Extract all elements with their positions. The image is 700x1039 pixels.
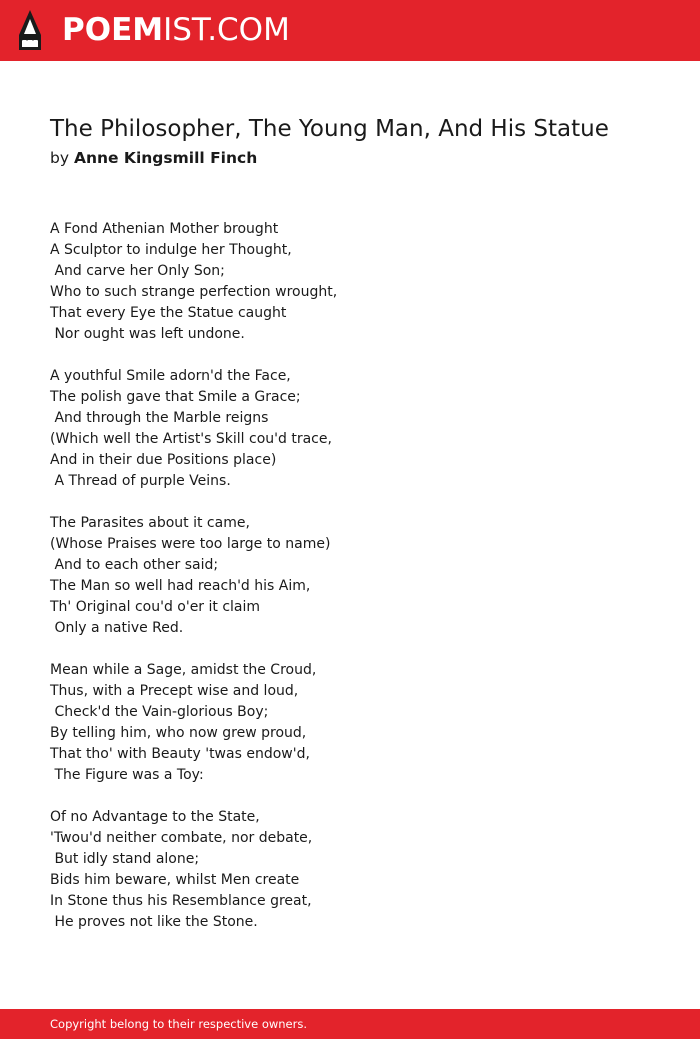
site-header [0, 0, 700, 61]
pencil-tip-icon [17, 9, 43, 51]
poem-stanza [50, 660, 337, 786]
poem-line: A Fond Athenian Mother brought [50, 221, 279, 237]
poem-line: The polish gave that Smile a Grace; [50, 389, 301, 405]
poem-line: A youthful Smile adorn'd the Face, [50, 368, 291, 384]
site-footer [0, 1009, 700, 1039]
poem-line: Who to such strange perfection wrought, [50, 284, 338, 300]
poem-line: And to each other said; [50, 557, 219, 573]
by-label: by [50, 149, 70, 167]
poem-body [50, 219, 337, 954]
poem-title: The Philosopher, The Young Man, And His Statue [50, 116, 609, 142]
poem-line: The Man so well had reach'd his Aim, [50, 578, 311, 594]
poem-line: A Sculptor to indulge her Thought, [50, 242, 292, 258]
poem-line: And carve her Only Son; [50, 263, 225, 279]
poem-line: By telling him, who now grew proud, [50, 725, 307, 741]
poem-line: (Which well the Artist's Skill cou'd trace, [50, 431, 332, 447]
logo-bold-text: POEM [62, 12, 164, 48]
author-name: Anne Kingsmill Finch [73, 149, 258, 167]
poem-line: But idly stand alone; [50, 851, 200, 867]
poem-stanza [50, 219, 337, 345]
poem-stanza [50, 513, 337, 639]
poem-line: And through the Marble reigns [50, 410, 269, 426]
poem-line: A Thread of purple Veins. [50, 473, 231, 489]
poem-line: Only a native Red. [50, 620, 184, 636]
copyright-text: Copyright belong to their respective owners. [50, 1017, 308, 1031]
poem-line: Bids him beware, whilst Men create [50, 872, 300, 888]
poem-line: (Whose Praises were too large to name) [50, 536, 331, 552]
poem-line: Check'd the Vain-glorious Boy; [50, 704, 269, 720]
byline [50, 149, 257, 167]
poem-line: 'Twou'd neither combate, nor debate, [50, 830, 313, 846]
logo-light-text: IST.COM [163, 12, 290, 48]
poem-line: In Stone thus his Resemblance great, [50, 893, 312, 909]
poem-stanza [50, 366, 337, 492]
poem-line: Of no Advantage to the State, [50, 809, 260, 825]
poem-line: The Parasites about it came, [50, 515, 250, 531]
poem-line: Thus, with a Precept wise and loud, [50, 683, 299, 699]
site-logo[interactable] [62, 10, 290, 50]
poem-line: Mean while a Sage, amidst the Croud, [50, 662, 317, 678]
poem-stanza [50, 807, 337, 933]
poem-line: Nor ought was left undone. [50, 326, 245, 342]
poem-line: The Figure was a Toy: [50, 767, 204, 783]
poem-line: That every Eye the Statue caught [50, 305, 287, 321]
poem-line: He proves not like the Stone. [50, 914, 258, 930]
poem-line: Th' Original cou'd o'er it claim [50, 599, 261, 615]
poem-line: And in their due Positions place) [50, 452, 277, 468]
poem-line: That tho' with Beauty 'twas endow'd, [50, 746, 310, 762]
